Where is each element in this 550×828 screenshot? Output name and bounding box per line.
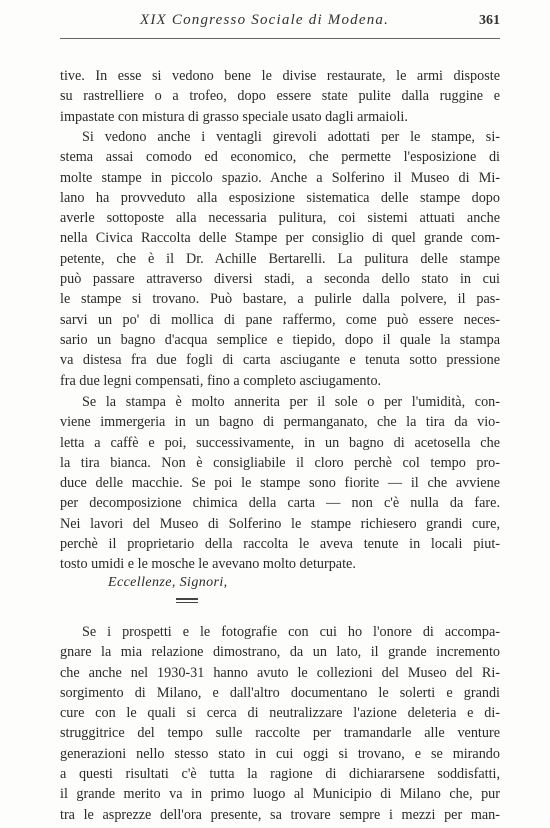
text-line: Se la stampa è molto annerita per il sole o per l'umidità, con- <box>82 394 500 410</box>
text-line: cure con le quali si cerca di neutralizzare l'azione deleteria e di- <box>60 705 500 722</box>
text-line: tosto umidi e le mosche le avevano molto deturpate. <box>60 556 356 573</box>
text-line: averle sottoposte alla necessaria pulitura, coi sistemi attuati anche <box>60 210 500 227</box>
text-line: su rastrelliere o a trofeo, dopo essere state pulite dalla ruggine e <box>60 88 500 105</box>
text-line: viene immergeria in un bagno di permanganato, che la tira da vio- <box>60 414 500 431</box>
text-line: stema assai comodo ed economico, che permette l'esposizione di <box>60 149 500 166</box>
text-line: sorgimento di Milano, e dall'altro documentano le solerti e grandi <box>60 684 500 701</box>
text-line: Nei lavori del Museo di Solferino le stampe richiesero grandi cure, <box>60 515 500 532</box>
text-line: lano ha provveduto alla esposizione sistematica delle stampe dopo <box>60 189 500 206</box>
text-line: può passare attraverso diversi stadi, a seconda dello stato in cui <box>60 271 500 288</box>
paragraph-3 <box>60 392 500 575</box>
text-line: tive. In esse si vedono bene le divise restaurate, le armi disposte <box>60 68 500 84</box>
text-line: nella Civica Raccolta delle Stampe per consiglio di quel grande com- <box>60 230 500 247</box>
text-line: duce delle macchie. Se poi le stampe sono fiorite — il che avviene <box>60 475 500 492</box>
text-line: petente, che è il Dr. Achille Bertarelli. La pulitura delle stampe <box>60 250 500 267</box>
text-line: sarvi un po' di mollica di pane raffermo, come può essere neces- <box>60 311 500 328</box>
running-head-title: XIX Congresso Sociale di Modena. <box>140 12 390 28</box>
text-line: sario un bagno d'acqua semplice e tiepido, dopo il quale la stampa <box>60 331 500 348</box>
text-line: impastate con mistura di grasso speciale usato dagli armaioli. <box>60 108 408 125</box>
text-line: tra le asprezze dell'ora presente, sa trovare sempre i mezzi per man- <box>60 806 500 823</box>
text-line: per decomposizione chimica della carta — non c'è nulla da fare. <box>60 495 500 512</box>
paragraph-1 <box>60 66 500 127</box>
text-line: va distesa fra due fogli di carta asciugante e tenuta sotto pressione <box>60 352 500 369</box>
text-line: che anche nel 1930-31 hanno avuto le collezioni del Museo del Ri- <box>60 664 500 681</box>
text-line: il grande merito va in primo luogo al Municipio di Milano che, pur <box>60 786 500 803</box>
text-line: a questi risultati c'è tutta la ragione di dichiararsene soddisfatti, <box>60 766 500 783</box>
text-line: letta a caffè e poi, successivamente, in un bagno di acetosella che <box>60 434 500 451</box>
paragraph-2 <box>60 127 500 391</box>
text-line: fra due legni compensati, fino a completo asciugamento. <box>60 372 382 389</box>
page-number: 361 <box>479 13 500 28</box>
text-line: Si vedono anche i ventagli girevoli adottati per le stampe, si- <box>82 129 500 145</box>
text-line: generazioni nello stesso stato in cui oggi si trovano, e se mirando <box>60 745 500 762</box>
text-line: struggitrice del tempo sulle raccolte per tramandarle alle venture <box>60 725 500 742</box>
section-heading: Eccellenze, Signori, <box>108 575 228 590</box>
text-line: le stampe si trovano. Può bastare, a pulirle dalla polvere, il pas- <box>60 291 500 308</box>
text-line: la tira bianca. Non è consigliabile il cloro perchè col tempo pro- <box>60 454 500 471</box>
paragraph-4 <box>60 622 500 825</box>
heading-underline <box>176 598 198 604</box>
text-line: gnare la mia relazione dimostrano, da un lato, il grande incremento <box>60 644 500 661</box>
running-head <box>60 12 500 32</box>
text-line: molte stampe in piccolo spazio. Anche a Solferino il Museo di Mi- <box>60 169 500 186</box>
header-rule <box>60 38 500 39</box>
text-line: Se i prospetti e le fotografie con cui ho l'onore di accompa- <box>82 624 500 640</box>
text-line: perchè il proprietario della raccolta le aveva tenute in locali piut- <box>60 536 500 553</box>
